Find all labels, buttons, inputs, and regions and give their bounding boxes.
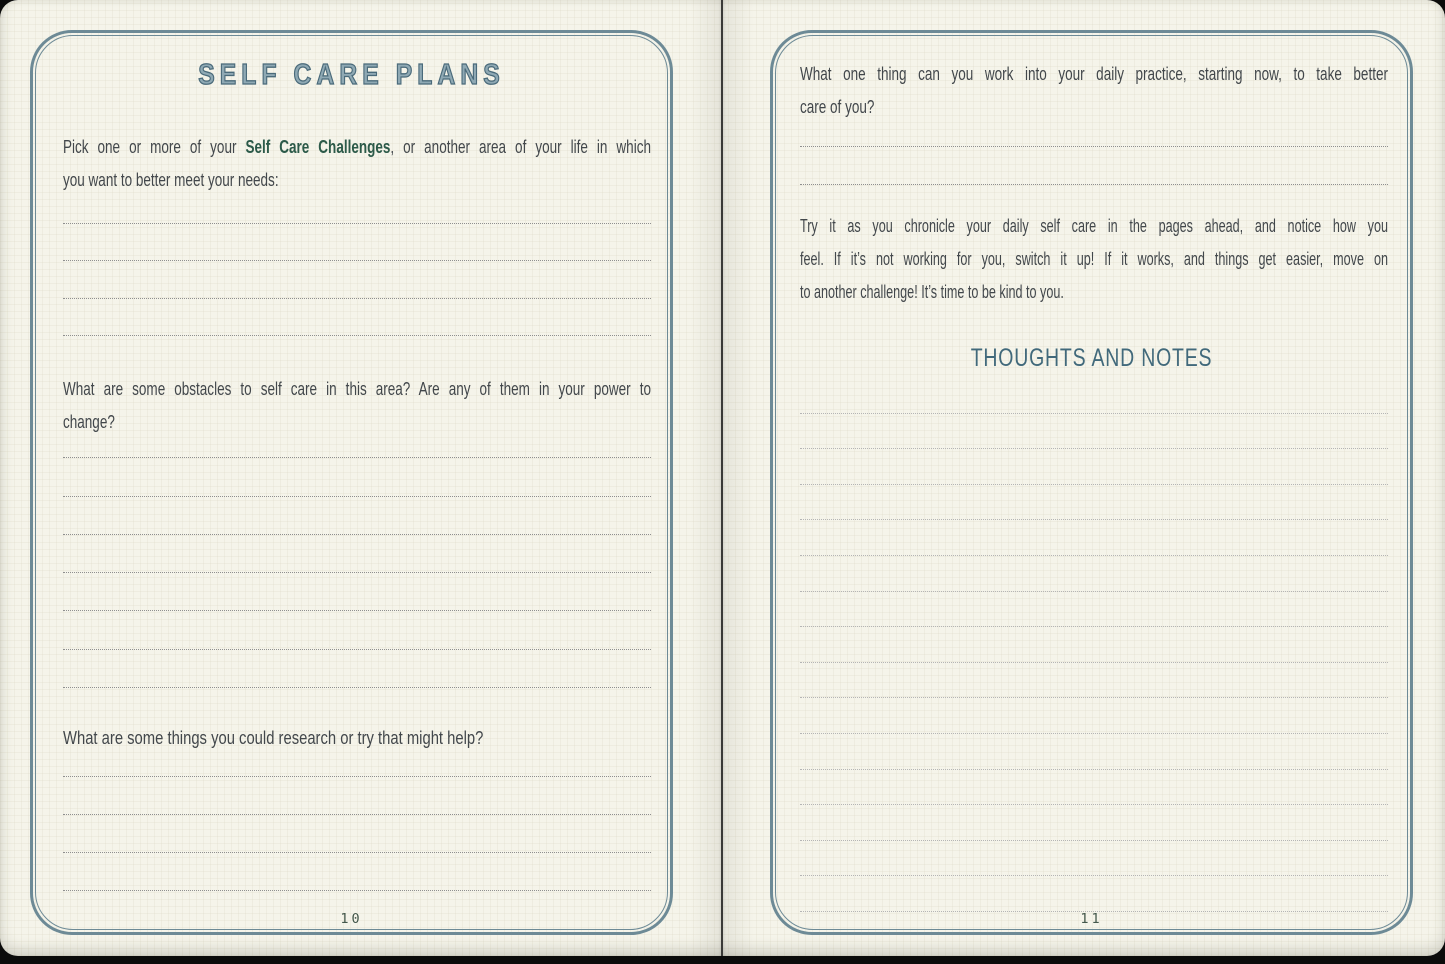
text-segment: What are some obstacles to self care in this area? Are any of them in your power to	[63, 378, 651, 399]
page-number-right: 11	[1080, 911, 1103, 927]
writing-line	[800, 698, 1388, 734]
text-segment: feel. If it’s not working for you, switch it up! If it works, and things get easier, move on	[800, 249, 1388, 269]
writing-line	[63, 650, 651, 688]
writing-line	[63, 535, 651, 573]
text-line	[800, 243, 1388, 276]
writing-line	[800, 770, 1388, 806]
left-page	[30, 30, 673, 935]
text-segment: care of you?	[800, 96, 875, 117]
writing-line	[63, 573, 651, 611]
text-segment: , or another area of your life in which	[390, 136, 651, 157]
writing-line	[63, 739, 651, 777]
text-line	[800, 276, 1388, 309]
book-gutter	[721, 0, 723, 956]
writing-line	[800, 841, 1388, 877]
writing-line	[63, 299, 651, 337]
writing-line	[800, 485, 1388, 521]
writing-line	[63, 458, 651, 496]
text-line	[800, 210, 1388, 243]
text-segment: What one thing can you work into your daily practice, starting now, to take better	[800, 63, 1388, 84]
writing-line	[800, 876, 1388, 912]
writing-line	[800, 556, 1388, 592]
highlighted-phrase: Self Care Challenges	[245, 136, 391, 157]
writing-line	[800, 805, 1388, 841]
page-number-left: 10	[340, 911, 363, 927]
text-segment: What are some things you could research or try that might help?	[63, 727, 484, 748]
writing-line	[63, 420, 651, 458]
writing-line	[800, 627, 1388, 663]
writing-line	[800, 378, 1388, 414]
writing-line	[800, 108, 1388, 147]
writing-line	[63, 186, 651, 224]
writing-lines-group	[63, 420, 651, 688]
text-line	[800, 57, 1388, 90]
notes-writing-lines-group	[800, 378, 1388, 912]
right-page	[770, 30, 1413, 935]
writing-line	[800, 147, 1388, 186]
text-line	[63, 372, 651, 405]
notes-heading: THOUGHTS AND NOTES	[970, 344, 1213, 372]
writing-line	[63, 261, 651, 299]
writing-line	[63, 224, 651, 262]
writing-line	[800, 414, 1388, 450]
text-segment: to another challenge! It’s time to be kind to you.	[800, 282, 1064, 302]
writing-line	[800, 520, 1388, 556]
writing-lines-group	[63, 186, 651, 336]
writing-line	[63, 853, 651, 891]
writing-line	[800, 663, 1388, 699]
writing-lines-group	[63, 739, 651, 891]
writing-line	[63, 497, 651, 535]
writing-line	[63, 611, 651, 649]
writing-line	[800, 449, 1388, 485]
writing-line	[800, 734, 1388, 770]
text-segment: Pick one or more of your	[63, 136, 246, 157]
text-segment: you want to better meet your needs:	[63, 169, 279, 190]
writing-lines-group	[800, 108, 1388, 185]
writing-line	[63, 777, 651, 815]
text-line	[63, 130, 651, 163]
writing-line	[63, 815, 651, 853]
text-segment: Try it as you chronicle your daily self care in the pages ahead, and notice how you	[800, 216, 1388, 236]
paragraph-try-it	[800, 210, 1388, 309]
page-title: SELF CARE PLANS	[198, 59, 505, 91]
writing-line	[800, 592, 1388, 628]
text-segment: change?	[63, 411, 115, 432]
